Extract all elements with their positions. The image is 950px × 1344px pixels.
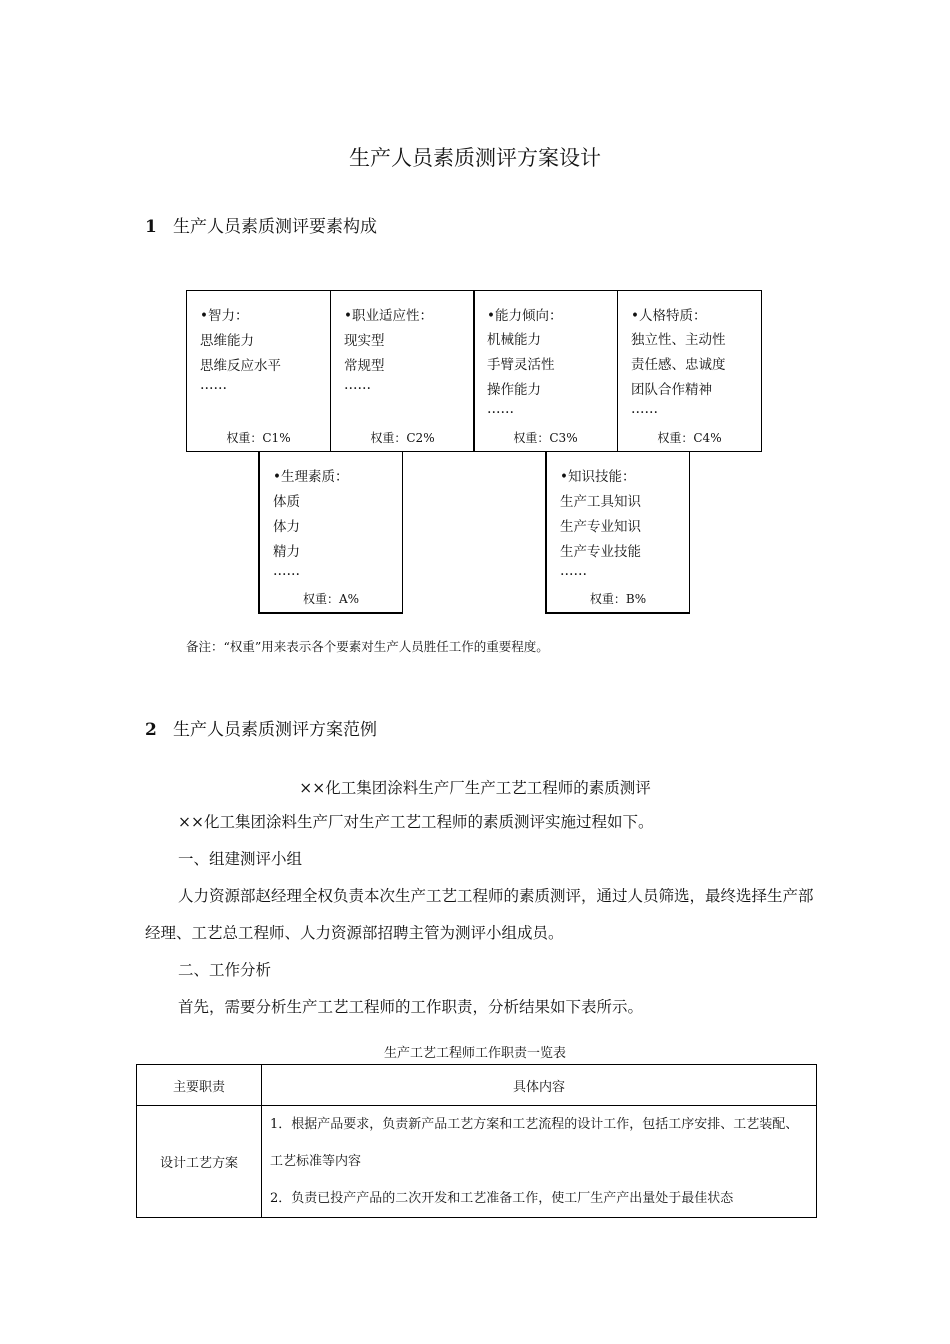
table-header-row — [137, 1065, 817, 1106]
factor-line: …… — [273, 563, 300, 579]
example-title: ××化工集团涂料生产厂生产工艺工程师的素质测评 — [299, 779, 651, 797]
factor-line: •职业适应性： — [344, 308, 433, 324]
factor-box-intelligence — [186, 290, 331, 452]
factor-line: •生理素质： — [273, 469, 349, 485]
table-header-cell: 具体内容 — [262, 1065, 817, 1106]
factor-line: …… — [560, 563, 587, 579]
factor-line: …… — [200, 377, 227, 393]
table-cell-content — [262, 1106, 817, 1218]
factor-line: 团队合作精神 — [631, 382, 712, 398]
table-header-cell: 主要职责 — [137, 1065, 262, 1106]
factor-line: 思维能力 — [200, 333, 254, 349]
factor-line: 操作能力 — [487, 382, 541, 398]
body-paragraph: 人力资源部赵经理全权负责本次生产工艺工程师的素质测评，通过人员筛选，最终选择生产部经理、工艺总工程师、人力资源部招聘主管为测评小组成员。 — [145, 887, 814, 942]
factor-line: 生产专业知识 — [560, 519, 641, 535]
factor-line: 生产工具知识 — [560, 494, 641, 510]
section-1-number: 1 — [145, 217, 157, 237]
factor-line: •知识技能： — [560, 469, 636, 485]
factor-line: 生产专业技能 — [560, 544, 641, 560]
factor-box-physiology — [258, 451, 403, 614]
factor-weight: 权重：C4% — [657, 431, 722, 445]
page-title: 生产人员素质测评方案设计 — [349, 146, 601, 170]
factor-box-career-fit — [330, 290, 475, 452]
duty-item: 2．负责已投产产品的二次开发和工艺准备工作，使工厂生产产出量处于最佳状态 — [270, 1191, 734, 1206]
factor-weight: 权重：C1% — [226, 431, 291, 445]
body-paragraph: 首先，需要分析生产工艺工程师的工作职责，分析结果如下表所示。 — [178, 998, 644, 1016]
factor-line: 体质 — [273, 494, 300, 510]
table-caption: 生产工艺工程师工作职责一览表 — [383, 1046, 566, 1061]
factor-line: •智力： — [200, 308, 249, 324]
factor-line: …… — [487, 401, 514, 417]
factor-box-personality — [617, 290, 762, 452]
section-2-heading — [145, 715, 377, 740]
factor-weight: 权重：C2% — [370, 431, 435, 445]
factor-line: …… — [631, 401, 658, 417]
factor-line: •人格特质： — [631, 308, 707, 324]
factor-line: 体力 — [273, 519, 300, 535]
factor-weight: 权重：A% — [302, 592, 360, 606]
weight-note: 备注：“权重”用来表示各个要素对生产人员胜任工作的重要程度。 — [186, 639, 549, 654]
subheading-team: 一、组建测评小组 — [178, 850, 303, 868]
factor-line: 常规型 — [344, 358, 385, 374]
factor-line: 精力 — [273, 544, 300, 560]
factor-line: 责任感、忠诚度 — [631, 357, 726, 373]
table-cell-role: 设计工艺方案 — [137, 1106, 262, 1218]
section-2-title: 生产人员素质测评方案范例 — [173, 720, 377, 740]
section-1-title: 生产人员素质测评要素构成 — [173, 217, 377, 237]
duty-table — [136, 1064, 817, 1218]
subheading-job-analysis: 二、工作分析 — [178, 961, 272, 979]
body-paragraph: ××化工集团涂料生产厂对生产工艺工程师的素质测评实施过程如下。 — [178, 813, 654, 831]
duty-item: 1．根据产品要求，负责新产品工艺方案和工艺流程的设计工作，包括工序安排、工艺装配、工艺标准等内容 — [270, 1117, 799, 1169]
factor-line: 现实型 — [344, 333, 385, 349]
factor-line: •能力倾向： — [487, 308, 563, 324]
section-1-heading — [145, 212, 377, 237]
factor-line: 思维反应水平 — [200, 358, 281, 374]
factor-line: 机械能力 — [487, 332, 541, 348]
factor-weight: 权重：B% — [589, 592, 647, 606]
table-row — [137, 1106, 817, 1218]
section-2-number: 2 — [145, 720, 157, 740]
factor-line: 手臂灵活性 — [487, 357, 555, 373]
factor-box-knowledge-skills — [545, 451, 690, 614]
factor-box-aptitude — [473, 290, 618, 452]
factor-line: 独立性、主动性 — [631, 332, 726, 348]
factor-line: …… — [344, 377, 371, 393]
factor-weight: 权重：C3% — [513, 431, 578, 445]
